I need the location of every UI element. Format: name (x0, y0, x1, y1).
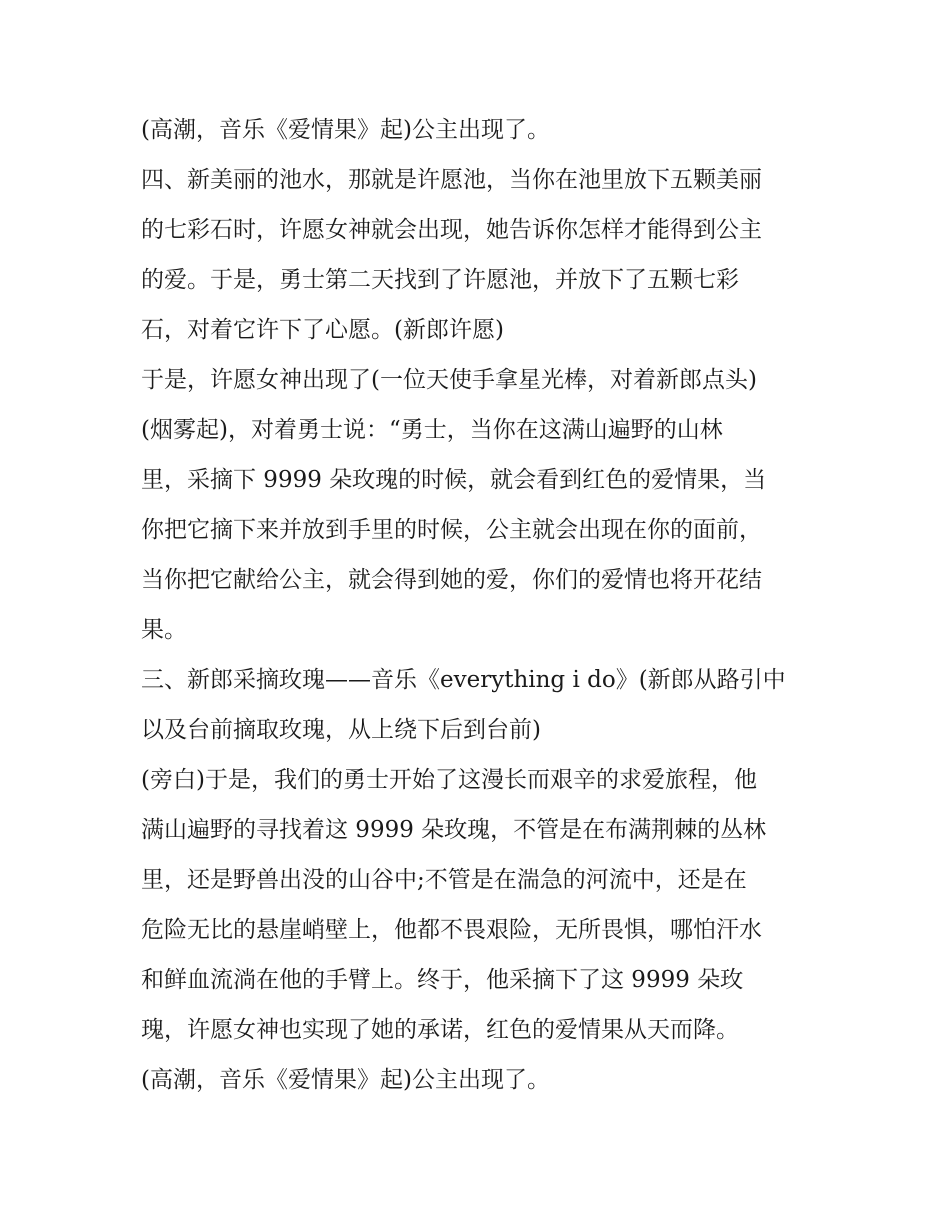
text-line: 和鲜血流淌在他的手臂上。终于，他采摘下了这 9999 朵玫 (141, 967, 744, 993)
text-line: 石，对着它许下了心愿。(新郎许愿) (141, 317, 504, 343)
text-line: 当你把它献给公主，就会得到她的爱，你们的爱情也将开花结 (141, 567, 762, 593)
text-line: (烟雾起)，对着勇士说：“勇士，当你在这满山遍野的山林 (141, 417, 723, 443)
text-line: 里，还是野兽出没的山谷中;不管是在湍急的河流中，还是在 (141, 867, 747, 893)
text-line: (高潮，音乐《爱情果》起)公主出现了。 (141, 1067, 550, 1093)
text-line: 瑰，许愿女神也实现了她的承诺，红色的爱情果从天而降。 (141, 1017, 739, 1043)
document-body (141, 110, 821, 1110)
text-line: 四、新美丽的池水，那就是许愿池，当你在池里放下五颗美丽 (141, 167, 762, 193)
text-line: (旁白)于是，我们的勇士开始了这漫长而艰辛的求爱旅程，他 (141, 767, 757, 793)
text-line: (高潮，音乐《爱情果》起)公主出现了。 (141, 117, 550, 143)
text-line: 你把它摘下来并放到手里的时候，公主就会出现在你的面前， (141, 517, 762, 543)
text-line: 里，采摘下 9999 朵玫瑰的时候，就会看到红色的爱情果，当 (141, 467, 767, 493)
text-line: 危险无比的悬崖峭壁上，他都不畏艰险，无所畏惧，哪怕汗水 (141, 917, 762, 943)
text-line: 以及台前摘取玫瑰，从上绕下后到台前) (141, 717, 541, 743)
text-line: 于是，许愿女神出现了(一位天使手拿星光棒，对着新郎点头) (141, 367, 757, 393)
text-line: 果。 (141, 617, 187, 643)
text-line: 的七彩石时，许愿女神就会出现，她告诉你怎样才能得到公主 (141, 217, 762, 243)
text-line: 的爱。于是，勇士第二天找到了许愿池，并放下了五颗七彩 (141, 267, 739, 293)
text-line: 三、新郎采摘玫瑰——音乐《everything i do》(新郎从路引中 (141, 667, 786, 693)
text-line: 满山遍野的寻找着这 9999 朵玫瑰，不管是在布满荆棘的丛林 (141, 817, 767, 843)
